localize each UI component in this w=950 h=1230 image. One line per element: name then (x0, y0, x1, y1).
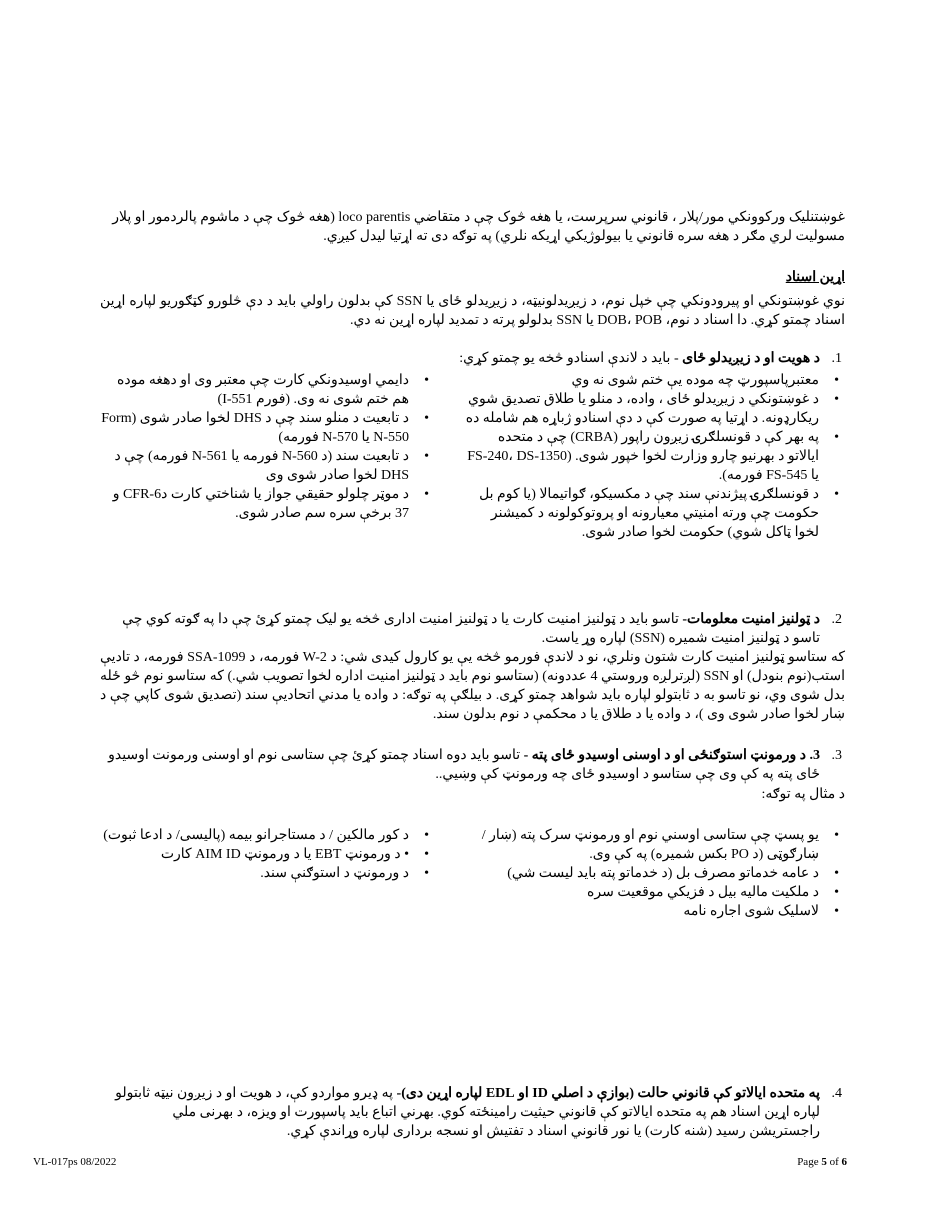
bullet-icon: • (424, 411, 429, 426)
item-3-right-column (465, 826, 845, 921)
item-3-text: تاسو باید دوه اسناد چمتو کړئ چې ستاسی نوم او اوسنی ورمونت اوسیدو ځای پته په کې وی چې ستاسو د اوسیدو ځای چه ورمونټ کې وښيي.. (108, 748, 820, 782)
item-1-title: د هویت او د زیږیدلو ځای (682, 351, 820, 366)
list-item: • د تابعیت سند (د N-560 فورمه یا N-561 فورمه) چې د DHS لخوا صادر شوی وی (114, 449, 429, 483)
item-1-left-column (100, 371, 435, 542)
item-3-title: 3. د ورمونټ استوګنځی او د اوسنی اوسیدو ځای پته - (523, 748, 820, 763)
item-1-right-column (465, 371, 845, 542)
bullet-icon: • (424, 866, 429, 881)
item-1-columns (100, 371, 845, 542)
list-item: • معتبرپاسپورټ چه موده یې ختم شوی نه وي (571, 373, 839, 388)
item-4-heading (100, 1084, 842, 1141)
bullet-icon: • (424, 487, 429, 502)
list-item: • د موټر چلولو حقیقي جواز یا شناختي کارت د6-CFR و 37 برخې سره سم صادر شوی. (112, 487, 429, 521)
list-item: • د عامه خدماتو مصرف بل (د خدماتو پته باید لیست شي) (507, 866, 839, 881)
bullet-icon: • (834, 373, 839, 388)
item-3-columns (100, 826, 845, 921)
list-item: • • د ورمونټ EBT یا د ورمونټ AIM ID کارت (160, 847, 429, 862)
item-3-heading (100, 746, 842, 784)
item-2-note: که ستاسو ټولنیز امنیت کارت شتون ونلري، نو د لاندې فورمو څخه یې یو کارول کیدی شي: د W-2 فورمه، د SSA-1099 فورمه، د تادیې استب(نوم بنودل) او SSN (لږترلږه وروستي 4 عددونه) (ستاسو نوم باید د ټولنیز امنیت اداره لخوا تصویب شي.) که ستاسو نوم څو ځله بدل شوی وي، نو تاسو به د ثابتولو لپاره باید شواهد چمتو کړی. د بیلګې په توګه: د واده یا مدني اتحادیې سند (تصدیق شوی کاپي چې د ښار لخوا صادر شوی وی )، د واده یا د طلاق یا د محکمې د نوم بدلون سند. (100, 650, 845, 722)
list-item: • د ورمونټ د استوګنې سند. (260, 866, 429, 881)
list-item: • د ملکیت مالیه بیل د فزیکي موقعیت سره (587, 885, 839, 900)
item-1-text: - باید د لاندې اسنادو څخه یو چمتو کړي: (459, 351, 683, 366)
item-4-text: په ډیرو مواردو کې، د هویت او د زیږون نیټه ثابتولو لپاره اړین اسناد هم په متحده ایالاتو کې قانوني حیثیت رامینځته کوي. بهرني اتباع باید پاسپورت او ویزه، د بهرنی ملي راجستریشن رسید (شنه کارت) یا نور قانوني اسناد د تفتیش او نسجه برداری لپاره وړاندې کړي. (115, 1086, 820, 1139)
bullet-icon: • (834, 904, 839, 919)
bullet-icon: • (424, 449, 429, 464)
item-2-number: 2. (831, 612, 842, 627)
list-item: • یو پسټ چې ستاسی اوسني نوم او ورمونټ سرک پته (ښار / ښارګوټی (د PO بکس شمیره) په کې وی. (481, 828, 839, 862)
item-1-heading (100, 349, 842, 368)
form-id: VL-017ps 08/2022 (33, 1156, 117, 1168)
bullet-icon: • (834, 392, 839, 407)
bullet-icon: • (834, 885, 839, 900)
bullet-icon: • (424, 828, 429, 843)
item-2-text: تاسو باید د ټولنیز امنیت کارت یا د ټولنیز امنیت اداری څخه یو لیک چمتو کړئ چې دا په ګوته کوي چې تاسو د ټولنیز امنیت شمیره (SSN) لپاره وړ یاست. (122, 612, 820, 646)
item-2-title: د ټولنیز امنیت معلومات- (682, 612, 820, 627)
list-item: • لاسلیک شوی اجاره نامه (683, 904, 839, 919)
item-4-title: په متحده ایالاتو کې قانوني حالت (بوازې د اصلي ID او EDL لپاره اړین دی)- (396, 1086, 820, 1101)
list-item: • د کور مالکین / د مستاجرانو بیمه (پالیسی/ د ادعا ثبوت) (103, 828, 429, 843)
list-item: • په بهر کې د قونسلګرۍ زیږون راپور (CRBA) چې د متحده ایالاتو د بهرنیو چارو وزارت لخوا خپور شوی. (FS-240، DS-1350 یا FS-545 فورمه). (467, 430, 839, 483)
bullet-icon: • (834, 430, 839, 445)
list-item: • د قونسلګرۍ پیژندنې سند چې د مکسیکو، ګواتیمالا (یا کوم بل حکومت چې ورته امنیتي معیارونه او پروتوکولونه د کمیشنر لخوا ټاکل شوي) حکومت لخوا صادر شوی. (479, 487, 839, 540)
bullet-icon: • (834, 828, 839, 843)
list-item: • د غوښتونکي د زیږیدلو ځای ، واده، د منلو یا طلاق تصدیق شوي ریکارډونه. د اړتیا په صورت کې د دې اسنادو ژباړه هم شامله ده (465, 392, 839, 426)
bullet-icon: • (834, 487, 839, 502)
item-2-heading (100, 610, 842, 648)
item-3-left-column (100, 826, 435, 921)
item-3-number: 3. (831, 748, 842, 763)
bullet-icon: • (834, 866, 839, 881)
intro-paragraph: غوښتنلیک ورکوونکي مور/پلار ، قانوني سرپرست، یا هغه څوک چې د متقاضي loco parentis (هغه څوک چې د ماشوم پالردمور او پلار مسولیت لري مګر د هغه سره قانوني یا بیولوژیکي اړیکه نلري) په توګه دی ته اړتیا لیدل کیږي. (112, 210, 845, 244)
bullet-icon: • (424, 847, 429, 862)
section-heading: اړین اسناد (785, 270, 845, 285)
list-item: • دایمي اوسیدونکي کارت چې معتبر وی او دهغه موده هم ختم شوی نه وی. (فورم I-551) (117, 373, 429, 407)
item-4-number: 4. (831, 1086, 842, 1101)
item-1-number: 1. (831, 351, 842, 366)
page-number: Page 5 of 6 (797, 1156, 847, 1168)
list-item: • د تابعیت د منلو سند چې د DHS لخوا صادر شوی (Form N-550 یا N-570 فورمه) (101, 411, 429, 445)
section-intro: نوي غوښتونکي او پیرودونکي چې خپل نوم، د زیږیدلونیټه، د زیږیدلو ځای یا SSN کې بدلون راولي باید د دې څلورو کټګوریو لپاره اړین اسناد چمتو کړي. دا اسناد د نوم، DOB، POB یا SSN بدلولو پرته د تمدید لپاره اړین نه دي. (100, 294, 845, 328)
bullet-icon: • (424, 373, 429, 388)
item-3-example-label: د مثال په توګه: (761, 787, 845, 802)
